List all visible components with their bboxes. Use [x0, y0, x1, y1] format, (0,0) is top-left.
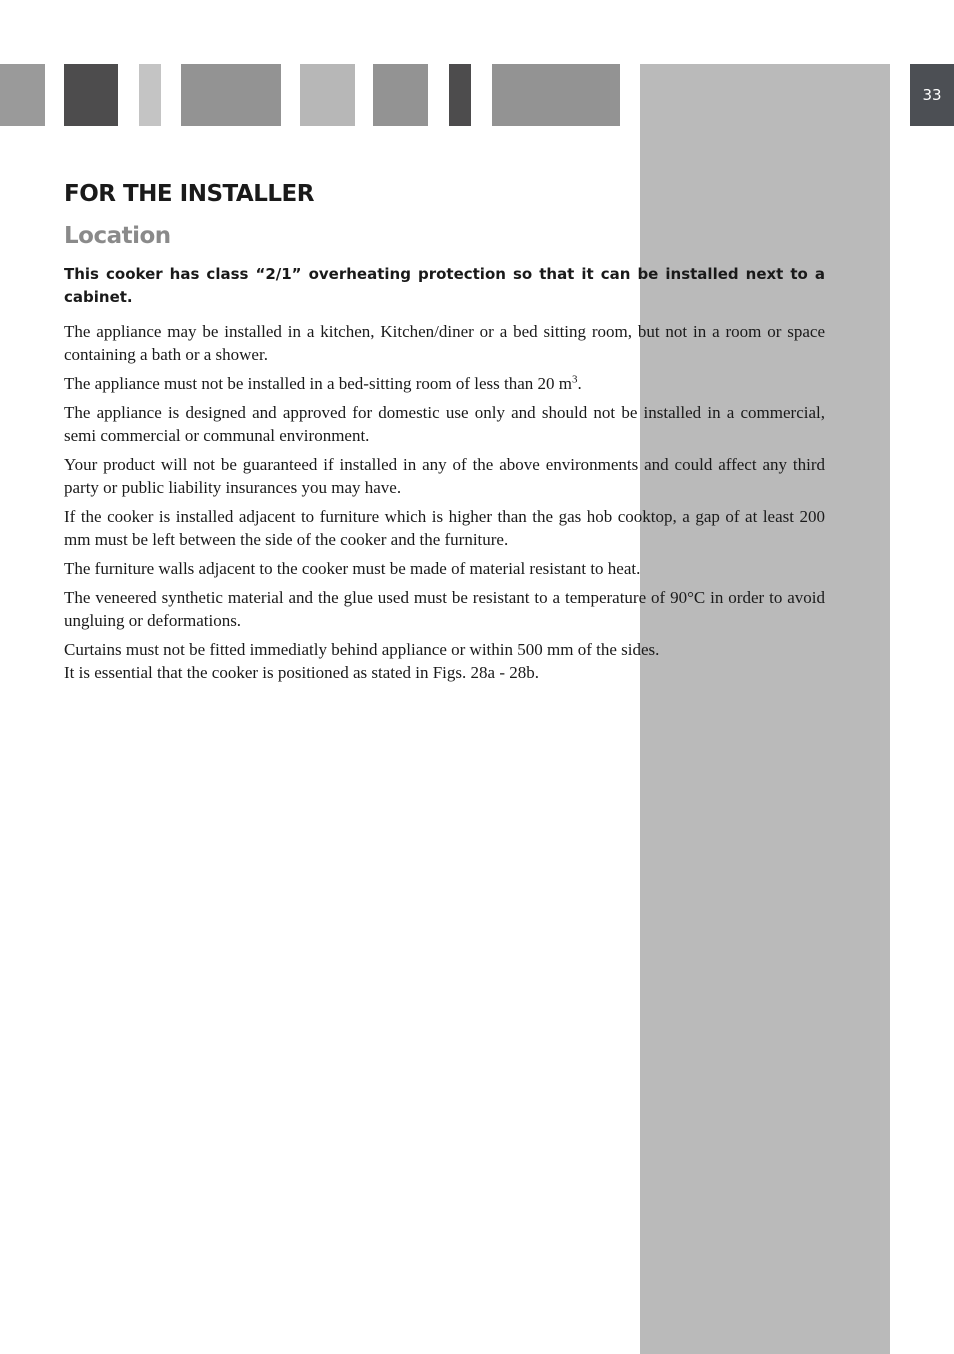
- header-block-3: [139, 64, 161, 126]
- paragraph: It is essential that the cooker is positioned as stated in Figs. 28a - 28b.: [64, 663, 539, 682]
- superscript: 3: [572, 373, 578, 386]
- paragraph: The appliance is designed and approved for domestic use only and should not be installed in a commercial, semi commercial or communal environment.: [64, 403, 825, 445]
- header-block-1: [0, 64, 45, 126]
- section-title: FOR THE INSTALLER: [64, 181, 314, 207]
- header-block-4: [181, 64, 281, 126]
- header-block-2: [64, 64, 118, 126]
- paragraph: Curtains must not be fitted immediatly behind appliance or within 500 mm of the sides.: [64, 640, 660, 659]
- page-number-box: [910, 64, 954, 126]
- paragraph-text: The appliance must not be installed in a bed-sitting room of less than 20 m: [64, 374, 573, 393]
- paragraph: If the cooker is installed adjacent to furniture which is higher than the gas hob cooktop, a gap of at least 200 mm must be left between the side of the cooker and the furniture.: [64, 507, 825, 549]
- paragraph: Your product will not be guaranteed if installed in any of the above environments and could affect any third party or public liability insurances you may have.: [64, 455, 825, 497]
- paragraph: The appliance may be installed in a kitchen, Kitchen/diner or a bed sitting room, but not in a room or space containing a bath or a shower.: [64, 322, 825, 364]
- intro-text: This cooker has class “2/1” overheating protection so that it can be installed next to a cabinet.: [64, 265, 825, 306]
- header-block-5: [300, 64, 355, 126]
- paragraph: The furniture walls adjacent to the cooker must be made of material resistant to heat.: [64, 559, 641, 578]
- header-block-6: [373, 64, 428, 126]
- header-block-7: [449, 64, 471, 126]
- paragraph-period: .: [577, 374, 582, 393]
- subtitle: Location: [64, 223, 171, 249]
- header-block-8: [492, 64, 620, 126]
- main-content: [64, 176, 825, 684]
- page-number: 33: [922, 86, 942, 104]
- paragraph: [64, 372, 825, 395]
- paragraph: The veneered synthetic material and the glue used must be resistant to a temperature of 90°C in order to avoid ungluing or deformations.: [64, 588, 825, 630]
